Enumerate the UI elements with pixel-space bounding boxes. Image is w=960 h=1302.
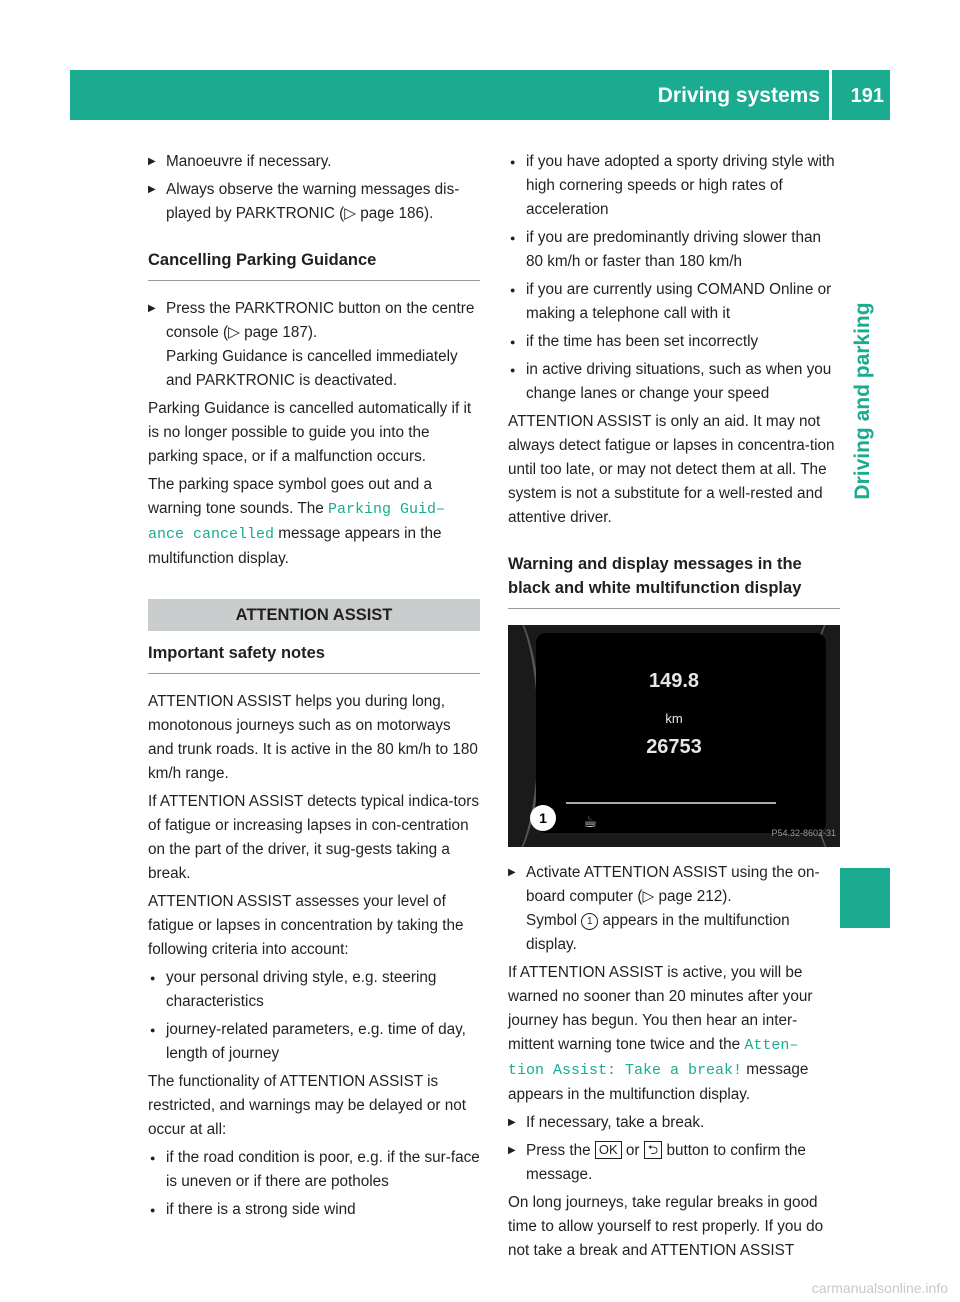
step-text: Press the PARKTRONIC button on the centre console (▷ page 187). — [166, 300, 475, 341]
list-item: ● if you have adopted a sporty driving style with high cornering speeds or high rates of acceleration — [508, 150, 840, 222]
list-item: ● if there is a strong side wind — [148, 1198, 480, 1222]
display-unit: km — [665, 711, 683, 726]
chapter-title: Driving systems — [657, 84, 820, 107]
side-tab — [845, 243, 881, 558]
display-message: Atten– tion Assist: Take a break! — [508, 1037, 799, 1079]
callout-ref: 1 — [581, 913, 598, 930]
watermark: carmanualsonline.info — [811, 1280, 948, 1296]
section-heading: Important safety notes — [148, 641, 480, 674]
right-column — [508, 150, 840, 1267]
page-number: 191 — [850, 85, 884, 107]
figure-reference: P54.32-8602-31 — [771, 828, 836, 838]
paragraph: The functionality of ATTENTION ASSIST is restricted, and warnings may be delayed or not occur at all: — [148, 1073, 467, 1138]
callout-marker: 1 — [530, 805, 556, 831]
multifunction-display-figure — [508, 625, 840, 847]
list-item: ● in active driving situations, such as when you change lanes or change your speed — [508, 358, 840, 406]
list-item: ● if you are predominantly driving slower than 80 km/h or faster than 180 km/h — [508, 226, 840, 274]
step-result: Parking Guidance is cancelled immediately and PARKTRONIC is deactivated. — [166, 348, 458, 389]
text: If ATTENTION ASSIST is active, you will be warned no sooner than 20 minutes after your journey has begun. You then hear an inter-mittent warning tone twice and the — [508, 964, 813, 1053]
display-value-total: 26753 — [646, 736, 702, 758]
paragraph: Parking Guidance is cancelled automatically if it is no longer possible to guide you into the parking space, or if a malfunction occurs. — [148, 400, 472, 465]
text: Symbol — [526, 912, 582, 929]
paragraph: ATTENTION ASSIST assesses your level of fatigue or lapses in concentration by taking the following criteria into account: — [148, 893, 464, 958]
step — [148, 297, 480, 393]
text: or — [621, 1142, 644, 1159]
paragraph — [148, 473, 480, 571]
display-value-trip: 149.8 — [648, 670, 700, 692]
step: ▶ Manoeuvre if necessary. — [148, 150, 480, 174]
coffee-cup-icon: ☕ — [583, 814, 598, 831]
side-tab-label: Driving and parking — [851, 301, 874, 500]
text: Press the — [526, 1142, 595, 1159]
step: ▶ If necessary, take a break. — [508, 1111, 840, 1135]
step-text: Activate ATTENTION ASSIST using the on-board computer (▷ page 212). — [526, 864, 820, 905]
text: The parking space symbol goes out and a warning tone sounds. The — [148, 476, 433, 517]
text: button to confirm the message. — [526, 1142, 806, 1183]
text: appears in the multifunction display. — [526, 912, 790, 953]
paragraph: If ATTENTION ASSIST detects typical indica-tors of fatigue or increasing lapses in con-centration on the part of the driver, it sug-gests taking a break. — [148, 793, 479, 882]
text: message appears in the multifunction display. — [148, 525, 442, 567]
header-divider — [829, 70, 832, 120]
display-message: Parking Guid– ance cancelled — [148, 501, 446, 543]
list-item: ● if the road condition is poor, e.g. if the sur-face is uneven or if there are potholes — [148, 1146, 480, 1194]
paragraph — [508, 961, 840, 1107]
section-heading: Cancelling Parking Guidance — [148, 248, 480, 281]
list-item: ● if you are currently using COMAND Online or making a telephone call with it — [508, 278, 840, 326]
section-heading: Warning and display messages in the black and white multifunction display — [508, 552, 840, 609]
list-item: ● your personal driving style, e.g. steering characteristics — [148, 966, 480, 1014]
ok-key-icon: OK — [595, 1141, 622, 1159]
side-tab-marker — [840, 868, 890, 928]
display-divider — [566, 802, 776, 804]
left-column — [148, 150, 480, 1226]
step — [508, 1139, 840, 1187]
paragraph: ATTENTION ASSIST is only an aid. It may not always detect fatigue or lapses in concentra-tion until too late, or may not detect them at all. The system is not a substitute for a well-rested and attentive driver. — [508, 413, 835, 526]
page-header — [70, 70, 890, 120]
step — [508, 861, 840, 957]
list-item: ● journey-related parameters, e.g. time of day, length of journey — [148, 1018, 480, 1066]
list-item: ● if the time has been set incorrectly — [508, 330, 840, 354]
chapter-section-heading: ATTENTION ASSIST — [148, 599, 480, 631]
paragraph: ATTENTION ASSIST helps you during long, monotonous journeys such as on motorways and trunk roads. It is active in the 80 km/h to 180 km/h range. — [148, 693, 478, 782]
text: message appears in the multifunction display. — [508, 1061, 809, 1103]
paragraph: On long journeys, take regular breaks in good time to allow yourself to rest properly. If you do not take a break and ATTENTION ASSIST — [508, 1194, 824, 1259]
back-key-icon: ⮌ — [644, 1141, 662, 1159]
step: ▶ Always observe the warning messages dis-played by PARKTRONIC (▷ page 186). — [148, 178, 480, 226]
